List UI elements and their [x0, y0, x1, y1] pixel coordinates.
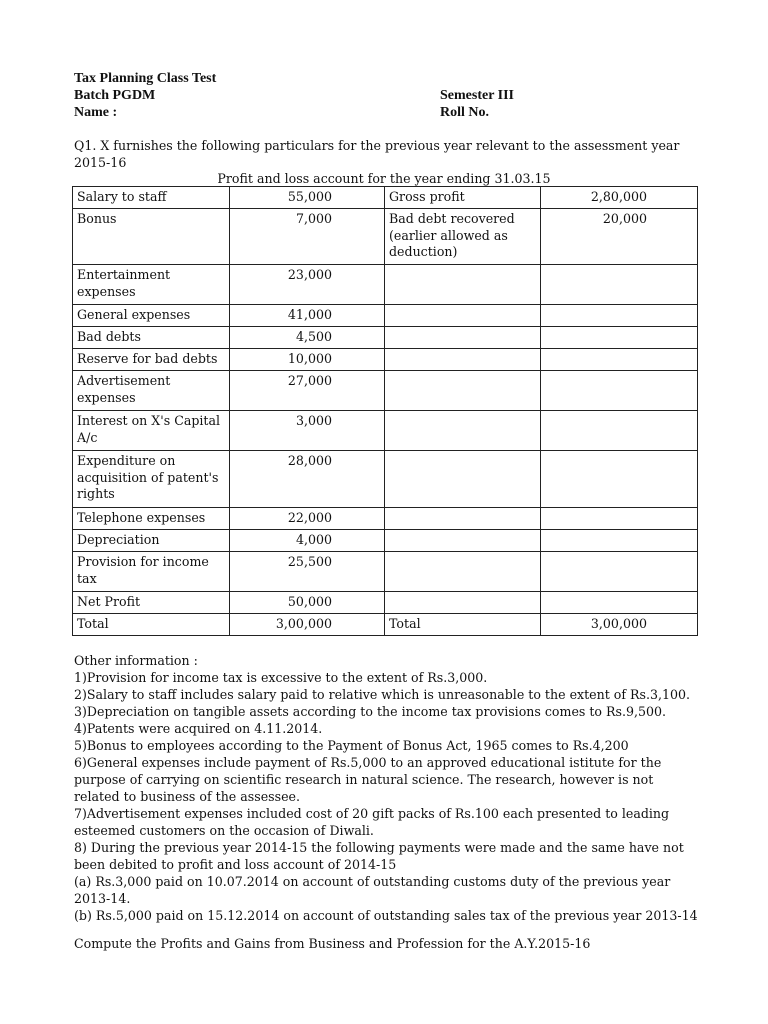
credit-amount: [541, 451, 698, 508]
other-info-heading: Other information :: [74, 653, 198, 668]
debit-particular: Advertisement expenses: [73, 371, 230, 411]
credit-particular: [385, 451, 541, 508]
roll-label: Roll No.: [440, 105, 489, 120]
credit-particular: [385, 552, 541, 592]
table-row: [73, 508, 698, 530]
debit-amount: 3,000: [230, 411, 385, 451]
table-row: [73, 552, 698, 592]
credit-particular: [385, 508, 541, 530]
info-item: 3)Depreciation on tangible assets according to the income tax provisions comes to Rs.9,500.: [74, 704, 667, 719]
info-item: 4)Patents were acquired on 4.11.2014.: [74, 721, 323, 736]
other-information: [74, 652, 700, 924]
credit-particular: Gross profit: [385, 187, 541, 209]
table-row: [73, 411, 698, 451]
credit-amount: [541, 411, 698, 451]
debit-amount: 10,000: [230, 349, 385, 371]
debit-particular: Interest on X's Capital A/c: [73, 411, 230, 451]
debit-amount: 22,000: [230, 508, 385, 530]
credit-particular: [385, 530, 541, 552]
debit-amount: 25,500: [230, 552, 385, 592]
table-row: [73, 371, 698, 411]
info-item: (b) Rs.5,000 paid on 15.12.2014 on account of outstanding sales tax of the previous year 2013-14: [74, 908, 698, 923]
task-instruction: Compute the Profits and Gains from Business and Profession for the A.Y.2015-16: [74, 936, 591, 951]
credit-amount: [541, 371, 698, 411]
info-item: 2)Salary to staff includes salary paid to relative which is unreasonable to the extent of Rs.3,100.: [74, 687, 691, 702]
table-row: [73, 451, 698, 508]
test-title: Tax Planning Class Test: [74, 71, 217, 86]
credit-particular: [385, 265, 541, 305]
debit-particular: Expenditure on acquisition of patent's rights: [73, 451, 230, 508]
credit-particular: [385, 371, 541, 411]
debit-particular: Entertainment expenses: [73, 265, 230, 305]
credit-particular: [385, 327, 541, 349]
credit-amount: [541, 305, 698, 327]
info-item: (a) Rs.3,000 paid on 10.07.2014 on account of outstanding customs duty of the previous year 2013-14.: [74, 874, 671, 906]
credit-amount: [541, 349, 698, 371]
credit-amount: 2,80,000: [541, 187, 698, 209]
debit-particular: Reserve for bad debts: [73, 349, 230, 371]
debit-particular: Bonus: [73, 209, 230, 265]
debit-amount: 27,000: [230, 371, 385, 411]
batch-label: Batch PGDM: [74, 88, 156, 103]
credit-particular: [385, 349, 541, 371]
credit-total-amount: 3,00,000: [541, 614, 698, 636]
debit-particular: Bad debts: [73, 327, 230, 349]
table-row: [73, 349, 698, 371]
credit-particular: [385, 592, 541, 614]
debit-particular: Salary to staff: [73, 187, 230, 209]
debit-particular: Depreciation: [73, 530, 230, 552]
question-text: Q1. X furnishes the following particulars for the previous year relevant to the assessment year 2015-16: [74, 138, 680, 170]
table-row: [73, 592, 698, 614]
debit-particular: Provision for income tax: [73, 552, 230, 592]
table-row: [73, 530, 698, 552]
debit-particular: General expenses: [73, 305, 230, 327]
debit-amount: 4,000: [230, 530, 385, 552]
credit-particular: [385, 411, 541, 451]
debit-particular: Net Profit: [73, 592, 230, 614]
info-item: 1)Provision for income tax is excessive to the extent of Rs.3,000.: [74, 670, 488, 685]
info-item: 8) During the previous year 2014-15 the following payments were made and the same have not been debited to profit and loss account of 2014-15: [74, 840, 684, 872]
debit-particular: Telephone expenses: [73, 508, 230, 530]
debit-total-label: Total: [73, 614, 230, 636]
credit-amount: [541, 530, 698, 552]
debit-amount: 55,000: [230, 187, 385, 209]
semester-label: Semester III: [440, 88, 515, 103]
credit-particular: Bad debt recovered (earlier allowed as deduction): [385, 209, 541, 265]
table-row: [73, 614, 698, 636]
info-item: 7)Advertisement expenses included cost of 20 gift packs of Rs.100 each presented to leading esteemed customers on the occasion of Diwali.: [74, 806, 670, 838]
debit-amount: 41,000: [230, 305, 385, 327]
credit-amount: [541, 327, 698, 349]
credit-amount: 20,000: [541, 209, 698, 265]
profit-loss-table: [72, 186, 698, 636]
info-item: 5)Bonus to employees according to the Payment of Bonus Act, 1965 comes to Rs.4,200: [74, 738, 629, 753]
credit-amount: [541, 552, 698, 592]
credit-amount: [541, 592, 698, 614]
debit-total-amount: 3,00,000: [230, 614, 385, 636]
table-row: [73, 265, 698, 305]
table-row: [73, 187, 698, 209]
table-row: [73, 209, 698, 265]
debit-amount: 23,000: [230, 265, 385, 305]
debit-amount: 28,000: [230, 451, 385, 508]
credit-amount: [541, 508, 698, 530]
credit-amount: [541, 265, 698, 305]
name-label: Name :: [74, 105, 118, 120]
credit-particular: [385, 305, 541, 327]
debit-amount: 7,000: [230, 209, 385, 265]
credit-total-label: Total: [385, 614, 541, 636]
table-caption: Profit and loss account for the year ending 31.03.15: [217, 171, 551, 186]
debit-amount: 4,500: [230, 327, 385, 349]
info-item: 6)General expenses include payment of Rs.5,000 to an approved educational istitute for the purpose of carrying on scientific research in natural science. The research, however is not related to business of the assessee.: [74, 755, 662, 804]
debit-amount: 50,000: [230, 592, 385, 614]
table-row: [73, 305, 698, 327]
table-row: [73, 327, 698, 349]
